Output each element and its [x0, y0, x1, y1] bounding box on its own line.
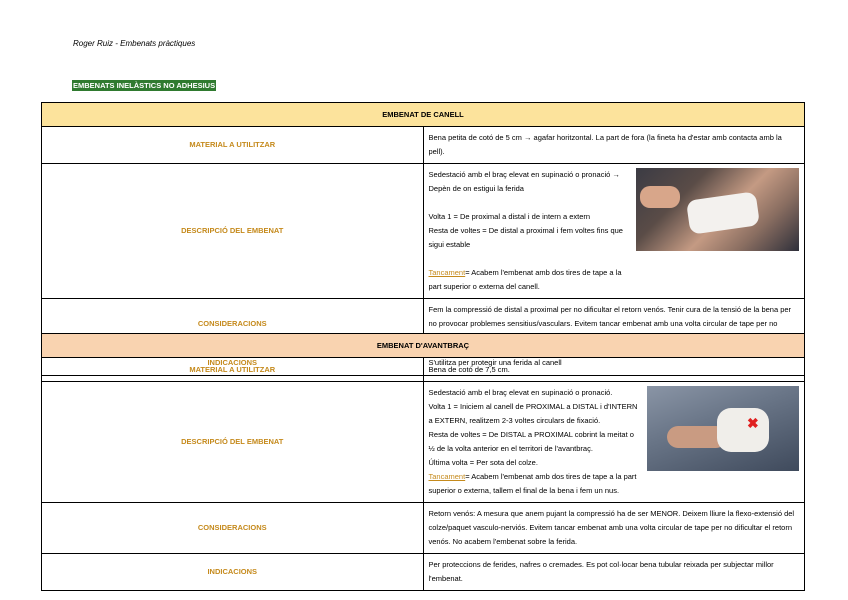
canell-tancament: [429, 266, 631, 294]
canell-indicacions-label: INDICACIONS: [42, 350, 424, 376]
avantbrac-descripcio: [423, 382, 805, 503]
canell-desc-line3: Resta de voltes = De distal a proximal i fem voltes fins que sigui estable: [428, 226, 623, 249]
canell-consideracions-label: CONSIDERACIONS: [42, 299, 424, 350]
avantbrac-desc-line4: Última volta = Per sota del colze.: [428, 458, 538, 467]
avantbrac-desc-line1: Sedestació amb el braç elevat en supinació o pronació.: [428, 388, 613, 397]
avantbrac-bandage-photo: [647, 386, 799, 471]
document-author: Roger Ruiz - Embenats pràctiques: [73, 39, 196, 48]
canell-descripcio-label: DESCRIPCIÓ DEL EMBENAT: [42, 164, 424, 299]
canell-tancament-link[interactable]: Tancament: [428, 268, 466, 277]
avantbrac-indicacions-label: INDICACIONS: [42, 554, 424, 591]
avantbrac-consideracions-label: CONSIDERACIONS: [42, 503, 424, 554]
canell-desc-line2: Volta 1 = De proximal a distal i de intern a extern: [428, 212, 591, 221]
avantbrac-title: EMBENAT D'AVANTBRAÇ: [42, 334, 805, 358]
cross-mark-icon: ✖: [747, 415, 759, 431]
avantbrac-desc-line2: Volta 1 = Iniciem al canell de PROXIMAL a DISTAL i d'INTERN a EXTERN, realitzem 2-3 voltes circulars de fixació.: [428, 402, 638, 425]
avantbrac-tancament-text: = Acabem l'embenat amb dos tires de tape a la part superior o externa, tallem el final de la bena i fem un nus.: [428, 472, 637, 495]
canell-desc-line1: Sedestació amb el braç elevat en supinació o pronació → Depèn de on estigui la ferida: [428, 170, 620, 193]
avantbrac-desc-line3: Resta de voltes = De DISTAL a PROXIMAL cobrint la meitat o ½ de la volta anterior en el territori de l'avantbraç.: [428, 430, 634, 453]
avantbrac-material: Bena de cotó de 7,5 cm.: [423, 358, 805, 382]
canell-bandage-photo: [636, 168, 799, 251]
avantbrac-indicacions: Per proteccions de ferides, nafres o cremades. Es pot col·locar bena tubular reixada per subjectar millor l'embenat.: [423, 554, 805, 591]
canell-material-label: MATERIAL A UTILITZAR: [42, 127, 424, 164]
canell-tancament-text: = Acabem l'embenat amb dos tires de tape a la part superior o externa del canell.: [428, 268, 622, 291]
avantbrac-material-label: MATERIAL A UTILITZAR: [42, 358, 424, 382]
canell-material: Bena petita de cotó de 5 cm → agafar horitzontal. La part de fora (la fineta ha d'estar amb contacta amb la pell).: [423, 127, 805, 164]
avantbrac-consideracions: Retorn venós: A mesura que anem pujant la compressió ha de ser MENOR. Deixem lliure la flexo-extensió del colze/paquet vasculo-nerviós. Evitem tancar embenat amb una volta circular de tape per no dificultar el retorn venós. No acabem l'embenat sobre la ferida.: [423, 503, 805, 554]
canell-title: EMBENAT DE CANELL: [42, 103, 805, 127]
avantbrac-tancament: [429, 470, 642, 498]
canell-indicacions: S'utilitza per protegir una ferida al canell: [423, 350, 805, 376]
avantbrac-table: [41, 333, 805, 591]
section-label: EMBENATS INELÀSTICS NO ADHESIUS: [73, 81, 216, 90]
canell-consideracions: Fem la compressió de distal a proximal per no dificultar el retorn venós. Tenir cura de la tensió de la bena per no provocar problemes sensitius/vasculars. Evitem tancar embenat amb una volta circular de tape per no: [423, 299, 805, 350]
canell-descripcio: [423, 164, 805, 299]
avantbrac-descripcio-label: DESCRIPCIÓ DEL EMBENAT: [42, 382, 424, 503]
avantbrac-tancament-link[interactable]: Tancament: [428, 472, 466, 481]
